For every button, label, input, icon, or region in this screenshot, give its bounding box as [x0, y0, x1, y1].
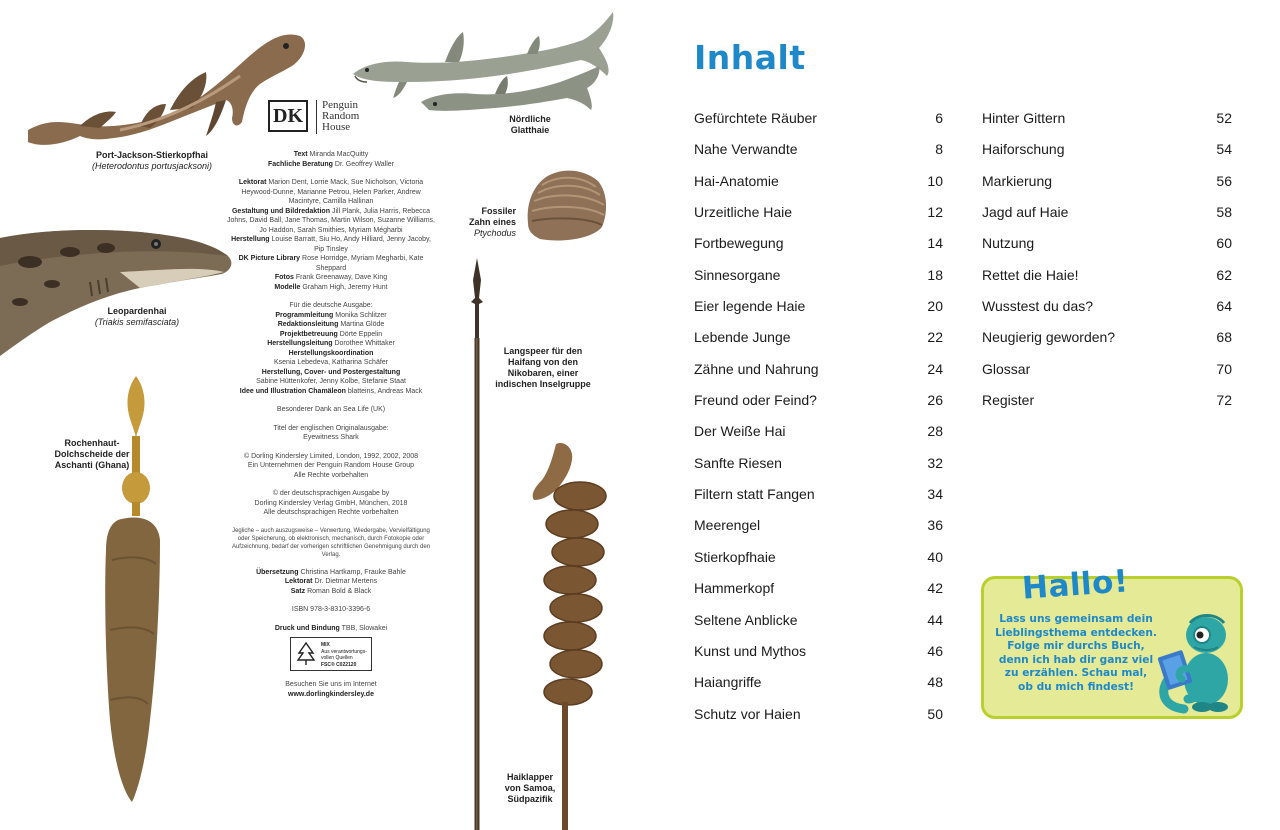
spear-caption: Langspeer für den Haifang von den Nikobaren, einer indischen Inselgruppe: [495, 346, 591, 389]
hallo-speech-box: [981, 563, 1243, 719]
credit-herstellung: Herstellung Louise Barratt, Siu Ho, Andy Hilliard, Jenny Jacoby, Pip Tinsley: [231, 236, 431, 253]
fsc-text: MIX Aus verantwortungs- vollen Quellen FSC® C022120: [321, 642, 367, 668]
toc-entry[interactable]: Register 72: [982, 392, 1232, 409]
toc-entry[interactable]: Sinnesorgane 18: [694, 266, 943, 283]
hallo-title: Hallo!: [1020, 563, 1130, 607]
toc-entry[interactable]: Freund oder Feind? 26: [694, 392, 943, 409]
toc-entry[interactable]: Hai-Anatomie 10: [694, 172, 943, 189]
credit-koordination-label: Herstellungskoordination: [288, 349, 374, 357]
publisher-name: Penguin Random House: [322, 99, 360, 133]
chameleon-mascot-icon: [1144, 609, 1242, 717]
logo-divider: [316, 100, 317, 134]
toc-entry[interactable]: Sanfte Riesen 32: [694, 454, 943, 471]
credit-programm: Programmleitung Monika Schlitzer: [275, 311, 387, 319]
credit-lektorat-2: Lektorat Dr. Dietmar Mertens: [284, 578, 378, 585]
original-title-label: Titel der englischen Originalausgabe:: [273, 424, 389, 432]
toc-entry[interactable]: Markierung 56: [982, 172, 1232, 189]
credit-cover-label: Herstellung, Cover- und Postergestaltung: [261, 368, 401, 376]
credit-lektorat: Lektorat Marion Dent, Lorrie Mack, Sue Nicholson, Victoria Heywood-Dunne, Marianne Petrou, Helen Parker, Andrew Macintyre, Camilla Hallinan: [238, 179, 424, 205]
credit-projekt: Projektbetreuung Dörte Eppelin: [279, 330, 383, 338]
contents-page: [640, 0, 1280, 830]
dk-penguin-logo: [268, 100, 378, 136]
fossil-caption-latin: Ptychodus: [473, 228, 516, 238]
website-link[interactable]: www.dorlingkindersley.de: [288, 690, 374, 698]
toc-column-right: [982, 108, 1232, 421]
toc-entry[interactable]: Glossar 70: [982, 360, 1232, 377]
toc-entry[interactable]: Jagd auf Haie 58: [982, 204, 1232, 221]
toc-entry[interactable]: Schutz vor Haien 50: [694, 705, 943, 722]
german-edition-heading: Für die deutsche Ausgabe:: [289, 302, 373, 309]
toc-entry[interactable]: Hinter Gittern 52: [982, 110, 1232, 126]
toc-entry[interactable]: Nahe Verwandte 8: [694, 141, 943, 158]
toc-entry[interactable]: Seltene Anblicke 44: [694, 611, 943, 628]
toc-entry[interactable]: Lebende Junge 22: [694, 329, 943, 346]
toc-entry[interactable]: Meerengel 36: [694, 517, 943, 534]
fsc-tree-icon: [295, 641, 317, 667]
copyright-de-3: Alle deutschsprachigen Rechte vorbehalten: [263, 509, 399, 516]
toc-entry[interactable]: Filtern statt Fangen 34: [694, 486, 943, 503]
toc-entry[interactable]: Haiforschung 54: [982, 141, 1232, 158]
copyright-uk-3: Alle Rechte vorbehalten: [293, 471, 369, 479]
fossil-caption-2: Zahn eines: [468, 217, 516, 227]
ray-skin-dagger-sheath-illustration: [88, 370, 208, 810]
port-jackson-shark-illustration: [20, 18, 305, 148]
rattle-caption: Haiklapper von Samoa, Südpazifik: [504, 772, 556, 804]
fossil-tooth-illustration: [522, 165, 612, 245]
contents-title: Inhalt: [694, 38, 806, 77]
original-title-value: Eyewitness Shark: [303, 434, 359, 441]
legal-notice: Jegliche – auch auszugsweise – Verwertung, Wiedergabe, Vervielfältigung oder Speicherung, ob elektronisch, mechanisch, durch Fotokopie oder Aufzeichnung, bedarf der vorherigen schriftlichen Genehmigung durch den Verlag.: [231, 527, 431, 558]
toc-entry[interactable]: Gefürchtete Räuber 6: [694, 110, 943, 126]
toc-entry[interactable]: Kunst und Mythos 46: [694, 642, 943, 659]
toc-entry[interactable]: Haiangriffe 48: [694, 674, 943, 691]
credit-design: Gestaltung und Bildredaktion Jill Plank, Julia Harris, Rebecca Johns, David Ball, Jane Thomas, Martin Wilson, Suzanne Williams, Jo Haddon, Sarah Smithies, Myriam Mégharbi: [226, 207, 435, 234]
port-jackson-name: Port-Jackson-Stierkopfhai: [95, 150, 209, 160]
credit-picture-library: DK Picture Library Rose Horridge, Myriam Megharbi, Kate Sheppard: [238, 255, 424, 272]
leopard-name: Leopardenhai: [107, 306, 167, 316]
visit-line: Besuchen Sie uns im Internet: [285, 681, 377, 688]
credit-fotos: Fotos Frank Greenaway, Dave King: [274, 274, 388, 281]
copyright-de-1: © der deutschsprachigen Ausgabe by: [272, 490, 390, 497]
toc-entry[interactable]: Rettet die Haie! 62: [982, 266, 1232, 283]
smooth-hound-caption: Nördliche Glatthaie: [509, 114, 551, 135]
toc-entry[interactable]: Fortbewegung 14: [694, 235, 943, 252]
port-jackson-latin: (Heterodontus portusjacksoni): [91, 161, 213, 171]
copyright-uk-1: © Dorling Kindersley Limited, London, 1992, 2002, 2008: [243, 452, 419, 460]
toc-entry[interactable]: Zähne und Nahrung 24: [694, 360, 943, 377]
toc-entry[interactable]: Wusstest du das? 64: [982, 298, 1232, 315]
credit-druck: Druck und Bindung TBB, Slowakei: [274, 624, 388, 632]
credit-herstellungsleitung: Herstellungsleitung Dorothee Whittaker: [267, 340, 395, 347]
credit-cover-value: Sabine Hüttenkofer, Jenny Kolbe, Stefanie Staat: [256, 378, 406, 385]
fsc-label: [290, 637, 372, 671]
credit-idee: Idee und Illustration Chamäleon blatteins, Andreas Mack: [239, 387, 423, 395]
toc-entry[interactable]: Nutzung 60: [982, 235, 1232, 252]
credit-satz: Satz Roman Bold & Black: [290, 587, 372, 595]
thanks-line: Besonderer Dank an Sea Life (UK): [276, 406, 386, 413]
toc-entry[interactable]: Hammerkopf 42: [694, 580, 943, 597]
copyright-uk-2: Ein Unternehmen der Penguin Random House Group: [247, 462, 415, 469]
toc-entry[interactable]: Eier legende Haie 20: [694, 298, 943, 315]
toc-entry[interactable]: Neugierig geworden? 68: [982, 329, 1232, 346]
smooth-hound-sharks-illustration: [345, 6, 620, 134]
credit-advice: Fachliche Beratung Dr. Geoffrey Waller: [267, 160, 395, 168]
dagger-caption: Rochenhaut-Dolchscheide der Aschanti (Ghana): [54, 438, 130, 470]
toc-entry[interactable]: Der Weiße Hai 28: [694, 423, 943, 440]
credit-uebersetzung: Übersetzung Christina Hartkamp, Frauke Bahle: [256, 568, 406, 576]
imprint-text: [226, 150, 436, 699]
leopard-shark-illustration: [0, 222, 240, 362]
long-spear-illustration: [462, 258, 492, 830]
dk-mark: DK: [268, 100, 308, 132]
credit-koordination-value: Ksenia Lebedeva, Katharina Schäfer: [273, 359, 389, 366]
credit-redaktion: Redaktionsleitung Martina Glöde: [277, 321, 385, 328]
leopard-latin: (Triakis semifasciata): [94, 317, 180, 327]
credit-text: Text Miranda MacQuitty: [293, 151, 369, 158]
toc-entry[interactable]: Urzeitliche Haie 12: [694, 204, 943, 221]
isbn: ISBN 978-3-8310-3396-6: [291, 606, 371, 613]
toc-column-left: [694, 108, 943, 735]
credit-modelle: Modelle Graham High, Jeremy Hunt: [274, 283, 388, 291]
copyright-de-2: Dorling Kindersley Verlag GmbH, München, 2018: [254, 499, 408, 507]
hallo-message: Lass uns gemeinsam dein Lieblingsthema entdecken. Folge mir durchs Buch, denn ich hab dir ganz viel zu erzählen. Schau mal, ob du mich findest!: [995, 613, 1157, 693]
toc-entry[interactable]: Stierkopfhaie 40: [694, 548, 943, 565]
fossil-caption-1: Fossiler: [481, 206, 516, 216]
